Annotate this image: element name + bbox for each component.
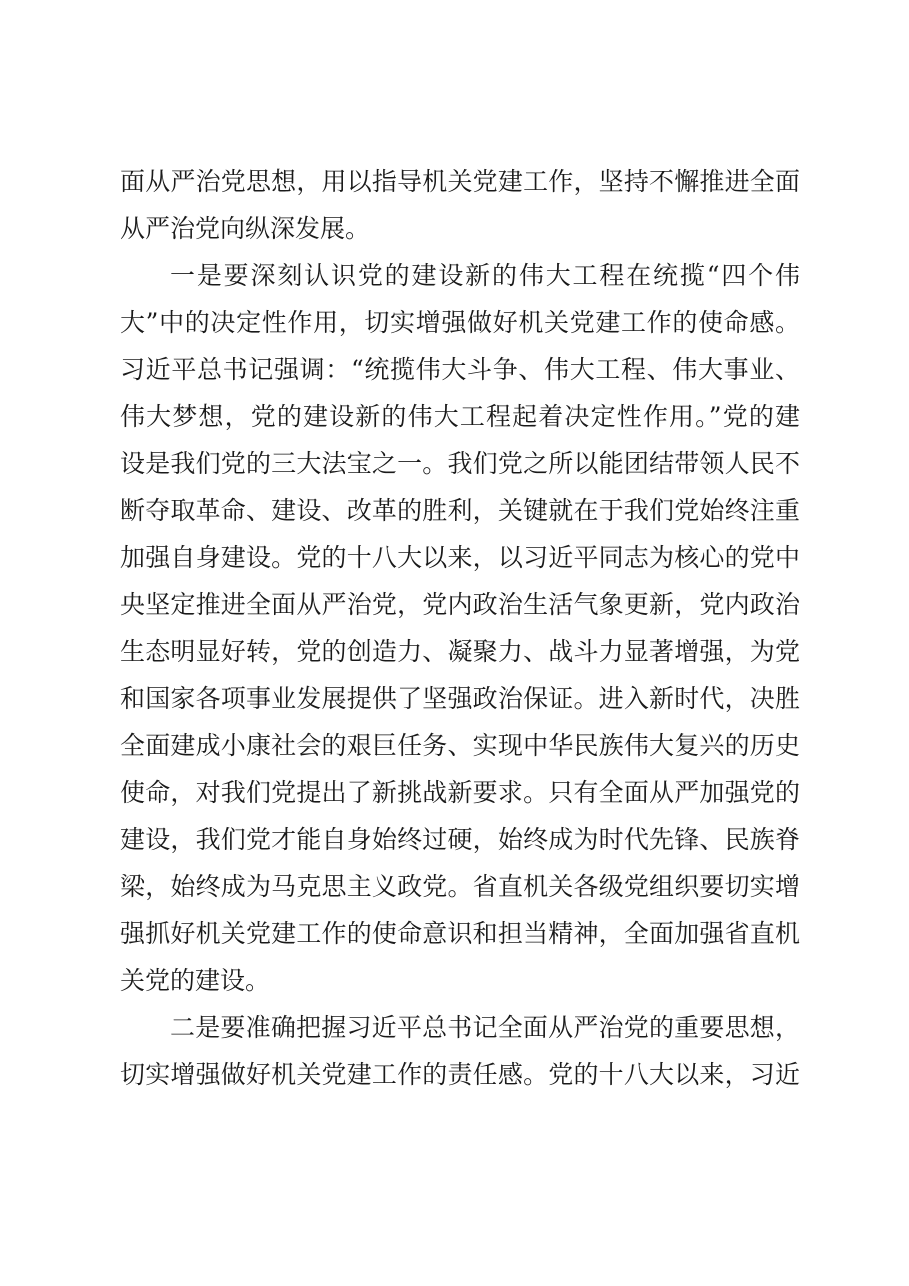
text-line: 使命，对我们党提出了新挑战新要求。只有全面从严加强党的 (120, 778, 800, 807)
text-line: 从严治党向纵深发展。 (120, 214, 371, 243)
text-line: 关党的建设。 (120, 966, 271, 995)
text-line: 面从严治党思想，用以指导机关党建工作，坚持不懈推进全面 (120, 167, 800, 196)
paragraph-first-line: 二是要准确把握习近平总书记全面从严治党的重要思想， (170, 1013, 800, 1042)
text-line: 伟大梦想，党的建设新的伟大工程起着决定性作用。”党的建 (120, 402, 800, 431)
text-line: 强抓好机关党建工作的使命意识和担当精神，全面加强省直机 (120, 919, 800, 948)
text-line: 大”中的决定性作用，切实增强做好机关党建工作的使命感。 (120, 308, 800, 337)
text-line: 央坚定推进全面从严治党，党内政治生活气象更新，党内政治 (120, 590, 800, 619)
text-line: 断夺取革命、建设、改革的胜利，关键就在于我们党始终注重 (120, 496, 800, 525)
text-line: 建设，我们党才能自身始终过硬，始终成为时代先锋、民族脊 (120, 825, 800, 854)
body-text (120, 158, 800, 1098)
text-line: 加强自身建设。党的十八大以来，以习近平同志为核心的党中 (120, 543, 800, 572)
text-line: 梁，始终成为马克思主义政党。省直机关各级党组织要切实增 (120, 872, 800, 901)
text-line: 切实增强做好机关党建工作的责任感。党的十八大以来，习近 (120, 1060, 800, 1089)
paragraph-first-line: 一是要深刻认识党的建设新的伟大工程在统揽“四个伟 (170, 261, 800, 290)
text-line: 设是我们党的三大法宝之一。我们党之所以能团结带领人民不 (120, 449, 800, 478)
text-line: 生态明显好转，党的创造力、凝聚力、战斗力显著增强，为党 (120, 637, 800, 666)
text-line: 习近平总书记强调：“统揽伟大斗争、伟大工程、伟大事业、 (120, 355, 800, 384)
text-line: 全面建成小康社会的艰巨任务、实现中华民族伟大复兴的历史 (120, 731, 800, 760)
text-line: 和国家各项事业发展提供了坚强政治保证。进入新时代，决胜 (120, 684, 800, 713)
